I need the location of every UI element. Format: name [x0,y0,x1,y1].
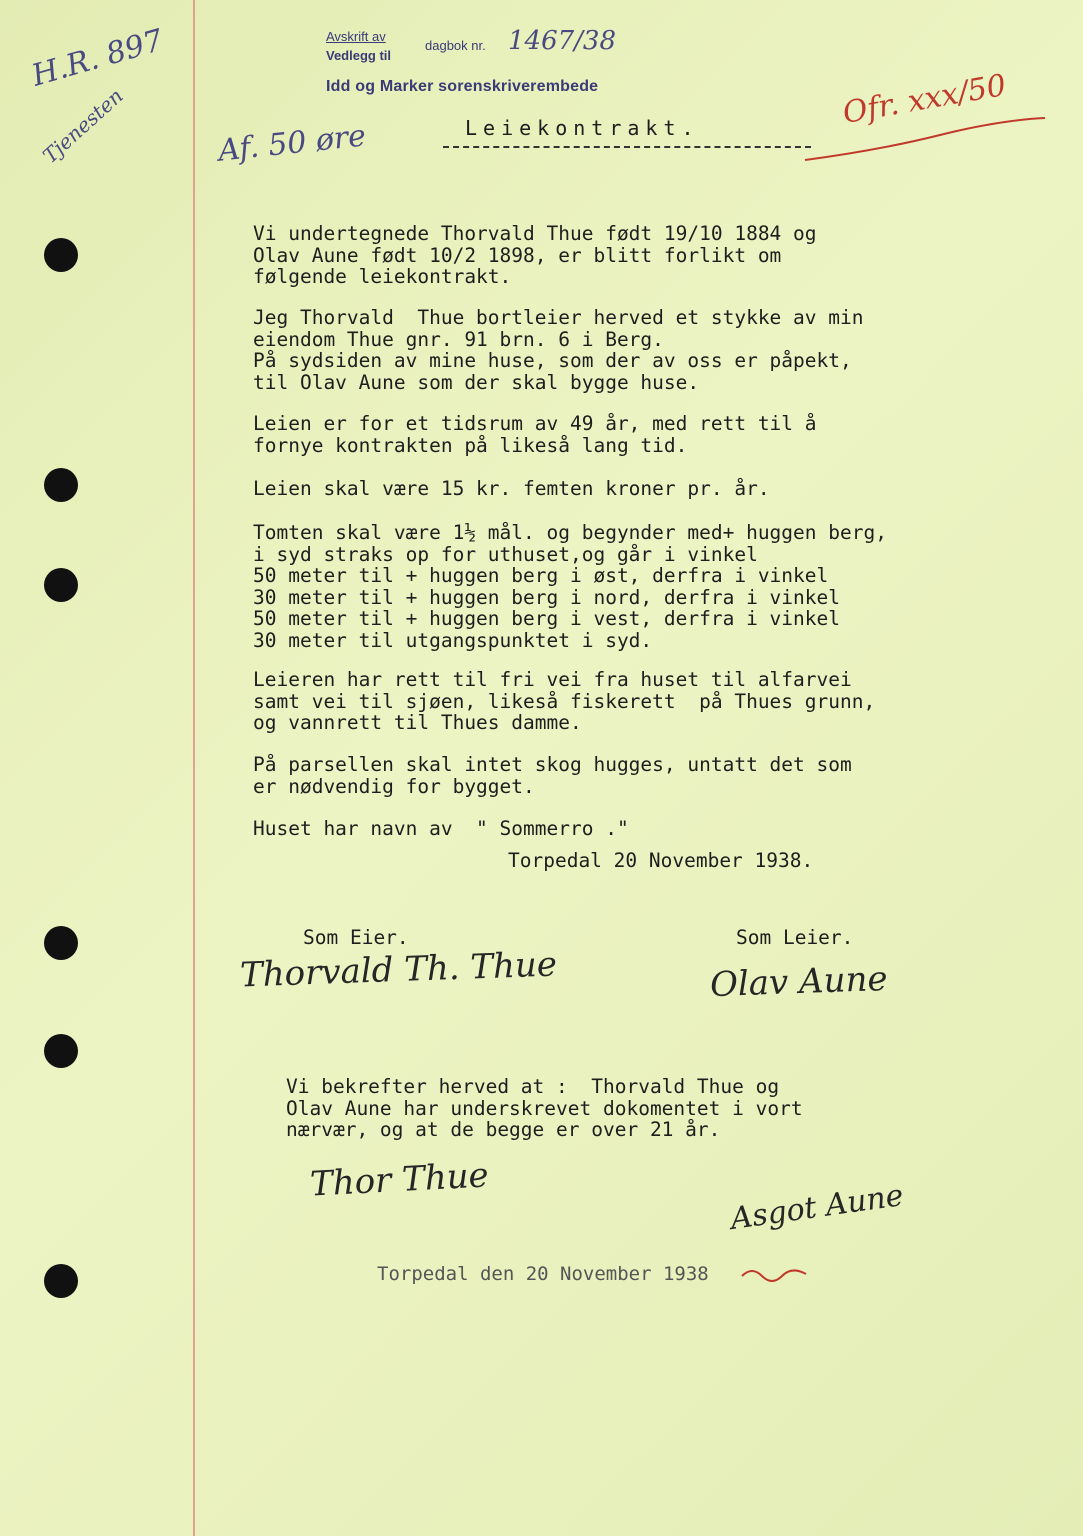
punch-hole [44,1264,78,1298]
paragraph-parties [253,223,817,288]
punch-hole [44,568,78,602]
paragraph-text: Tomten skal være 1½ mål. og begynder med+ huggen berg, i syd straks op for uthuset,og går i vinkel 50 meter til + huggen berg i øst, derfra i vinkel 30 meter til + huggen berg i nord, derfra i vinkel 50 meter til + huggen berg i vest, derfra i vinkel 30 meter til utgangspunktet i syd. [253,521,887,652]
paragraph-text: Huset har navn av " Sommerro ." [253,817,629,840]
paragraph-rights [253,669,875,734]
margin-note-hr: H.R. 897 [28,22,168,94]
paragraph-plot [253,522,887,651]
red-underline-stroke [800,110,1050,170]
document-title: Leiekontrakt. [465,116,700,140]
owner-signature: Thorvald Th. Thue [239,944,558,996]
paragraph-text: På parsellen skal intet skog hugges, untatt det som er nødvendig for bygget. [253,753,852,798]
paragraph-house-name [253,818,629,840]
stamp-office-name: Idd og Marker sorenskriverembede [326,78,599,95]
paragraph-text: Leieren har rett til fri vei fra huset til alfarvei samt vei til sjøen, likeså fiskerett på Thues grunn, og vannrett til Thues damme. [253,668,876,734]
fee-note: Af. 50 øre [216,118,368,169]
registration-note: Ofr. xxx/50 [840,67,1009,132]
red-flourish-stroke [740,1262,810,1286]
paragraph-text: Leien er for et tidsrum av 49 år, med rett til å fornye kontrakten på likeså lang tid. [253,412,817,457]
stamp-line-avskrift: Avskrift av [326,29,386,44]
stamp-dagbok-number: 1467/38 [508,26,617,56]
punch-hole [44,926,78,960]
witness-date: Torpedal den 20 November 1938 [377,1263,709,1285]
paragraph-text: Jeg Thorvald Thue bortleier herved et stykke av min eiendom Thue gnr. 91 brn. 6 i Berg. På sydsiden av mine huse, som der av oss er påpekt, til Olav Aune som der skal bygge huse. [253,306,864,394]
punch-hole [44,1034,78,1068]
tenant-label: Som Leier. [736,926,854,949]
paragraph-rent [253,478,770,500]
title-underline [443,146,811,148]
paragraph-term [253,413,817,456]
paragraph-text: Leien skal være 15 kr. femten kroner pr. år. [253,477,770,500]
owner-label: Som Eier. [303,926,409,949]
witness-signature-1: Thor Thue [309,1155,490,1205]
stamp-line-vedlegg: Vedlegg til [326,48,392,63]
witness-statement [286,1076,803,1141]
punch-hole [44,468,78,502]
witness-text: Vi bekrefter herved at : Thorvald Thue og Olav Aune har underskrevet dokomentet i vort nærvær, og at de begge er over 21 år. [286,1075,803,1141]
paragraph-text: Vi undertegnede Thorvald Thue født 19/10 1884 og Olav Aune født 10/2 1898, er blitt forlikt om følgende leiekontrakt. [253,222,817,288]
paragraph-forest [253,754,852,797]
paragraph-property [253,307,863,393]
tenant-signature: Olav Aune [709,958,889,1006]
witness-signature-2: Asgot Aune [728,1178,906,1237]
red-margin-line [193,0,195,1536]
punch-hole [44,238,78,272]
place-date: Torpedal 20 November 1938. [508,849,814,872]
stamp-dagbok-label: dagbok nr. [425,38,486,53]
margin-note-vertical: Tjenesten [38,83,128,168]
